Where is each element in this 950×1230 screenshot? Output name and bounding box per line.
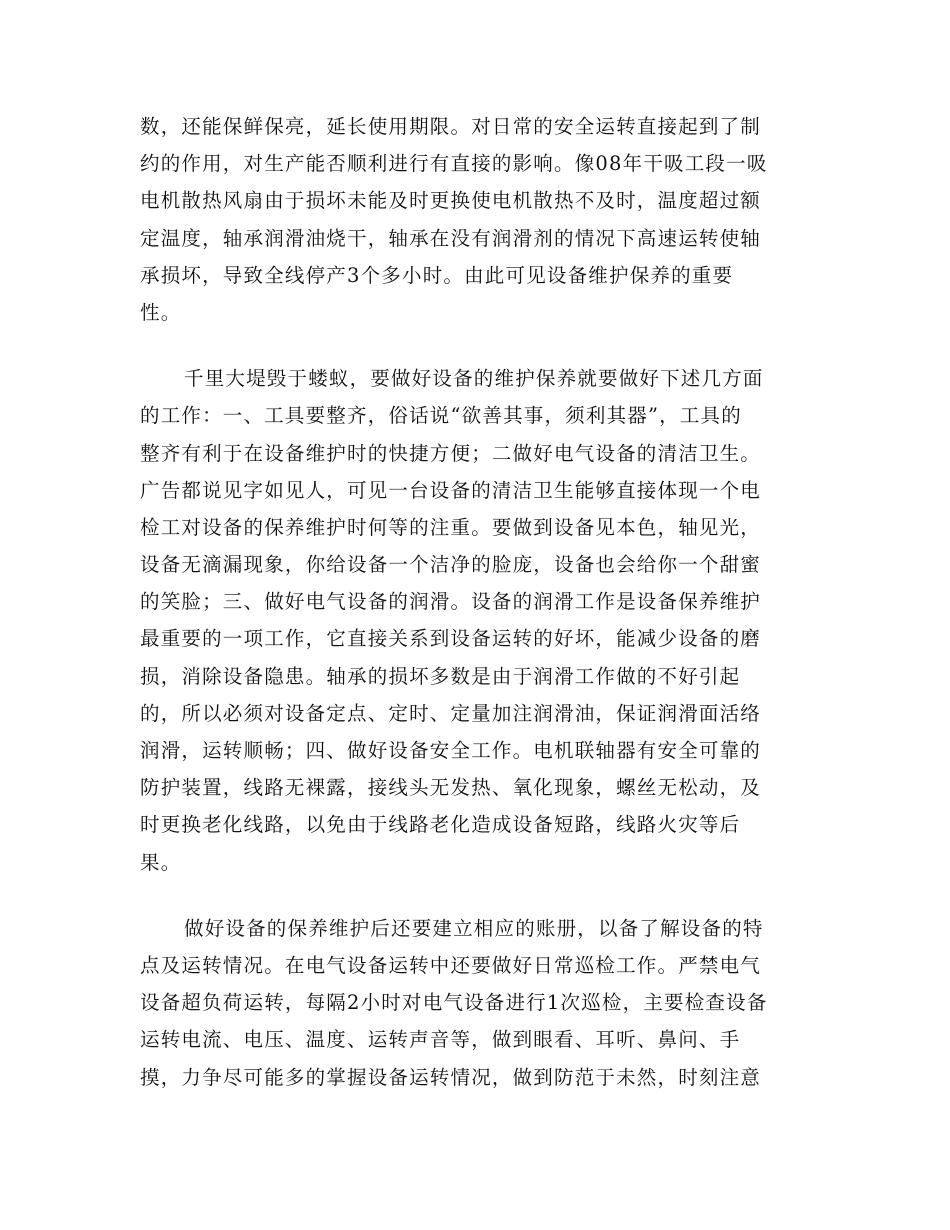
text-line: 电机散热风扇由于损坏未能及时更换使电机散热不及时，温度超过额 [140, 189, 762, 213]
text-line: 时更换老化线路，以免由于线路老化造成设备短路，线路火灾等后 [140, 813, 741, 837]
paragraph-3 [140, 910, 812, 1096]
text-line: 检工对设备的保养维护时何等的注重。要做到设备见本色，轴见光， [140, 515, 762, 539]
text-line: 润滑，运转顺畅；四、做好设备安全工作。电机联轴器有安全可靠的 [140, 739, 762, 762]
text-line: 的，所以必须对设备定点、定时、定量加注润滑油，保证润滑面活络 [140, 701, 762, 725]
text-line: 最重要的一项工作，它直接关系到设备运转的好坏，能减少设备的磨 [140, 627, 762, 651]
text-line: 损，消除设备隐患。轴承的损坏多数是由于润滑工作做的不好引起 [140, 664, 741, 688]
text-line: 约的作用，对生产能否顺利进行有直接的影响。像08年干吸工段一吸 [140, 152, 768, 176]
paragraph-spacer [140, 881, 812, 910]
document-body [140, 108, 812, 1096]
text-line: 摸，力争尽可能多的掌握设备运转情况，做到防范于未然，时刻注意 [140, 1065, 762, 1089]
text-line: 点及运转情况。在电气设备运转中还要做好日常巡检工作。严禁电气 [140, 953, 762, 977]
text-line: 的笑脸；三、做好电气设备的润滑。设备的润滑工作是设备保养维护 [140, 590, 762, 614]
text-line: 防护装置，线路无裸露，接线头无发热、氧化现象，螺丝无松动，及 [140, 776, 762, 800]
text-line: 的工作：一、工具要整齐，俗话说“欲善其事，须利其器”，工具的 [140, 404, 742, 428]
text-line: 数，还能保鲜保亮，延长使用期限。对日常的安全运转直接起到了制 [140, 115, 762, 138]
text-line: 千里大堤毁于蝼蚁，要做好设备的维护保养就要做好下述几方面 [184, 367, 764, 391]
text-line: 做好设备的保养维护后还要建立相应的账册，以备了解设备的特 [184, 916, 764, 940]
text-line: 果。 [140, 850, 182, 874]
paragraph-spacer [140, 331, 812, 360]
text-line: 性。 [140, 300, 182, 324]
text-line: 承损坏，导致全线停产3个多小时。由此可见设备维护保养的重要 [140, 263, 734, 287]
text-line: 整齐有利于在设备维护时的快捷方便；二做好电气设备的清洁卫生。 [140, 441, 762, 465]
paragraph-2 [140, 360, 812, 881]
text-line: 运转电流、电压、温度、运转声音等，做到眼看、耳听、鼻问、手 [140, 1028, 741, 1052]
paragraph-1 [140, 108, 812, 331]
text-line: 定温度，轴承润滑油烧干，轴承在没有润滑剂的情况下高速运转使轴 [140, 226, 762, 250]
text-line: 设备无滴漏现象，你给设备一个洁净的脸庞，设备也会给你一个甜蜜 [140, 553, 762, 577]
text-line: 广告都说见字如见人，可见一台设备的清洁卫生能够直接体现一个电 [140, 478, 762, 502]
text-line: 设备超负荷运转，每隔2小时对电气设备进行1次巡检，主要检查设备 [140, 991, 768, 1015]
